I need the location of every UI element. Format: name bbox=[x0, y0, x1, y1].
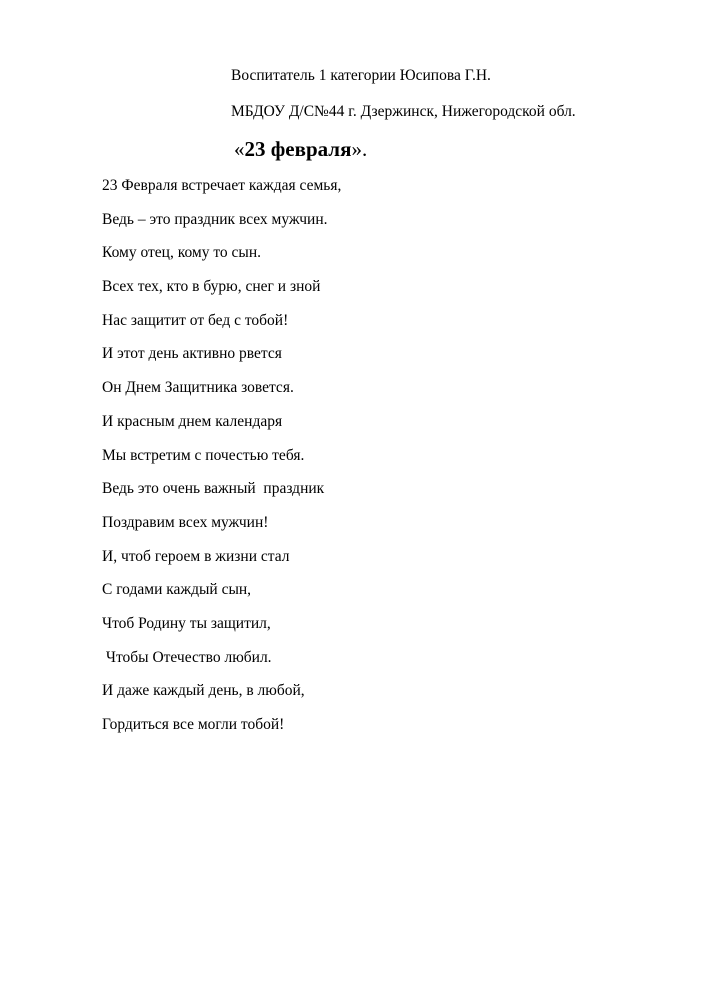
poem-line: Он Днем Защитника зовется. bbox=[102, 379, 294, 397]
poem-line: Всех тех, кто в бурю, снег и зной bbox=[102, 278, 321, 296]
poem-line: И даже каждый день, в любой, bbox=[102, 682, 305, 700]
poem-line: Гордиться все могли тобой! bbox=[102, 716, 285, 733]
poem-line: И красным днем календаря bbox=[102, 412, 283, 430]
poem-line: Поздравим всех мужчин! bbox=[102, 513, 269, 531]
poem-line: И, чтоб героем в жизни стал bbox=[102, 547, 290, 565]
poem-line: Нас защитит от бед с тобой! bbox=[102, 311, 289, 329]
poem-line: Мы встретим с почестью тебя. bbox=[102, 446, 305, 464]
poem-body bbox=[102, 177, 341, 750]
poem-title bbox=[234, 136, 367, 162]
poem-line: Чтобы Отечество любил. bbox=[102, 648, 272, 666]
title-open-quote: « bbox=[234, 137, 245, 161]
poem-line: Кому отец, кому то сын. bbox=[102, 244, 261, 262]
title-text: 23 февраля bbox=[244, 137, 352, 161]
poem-line: 23 Февраля встречает каждая семья, bbox=[102, 177, 342, 194]
poem-line: Чтоб Родину ты защитил, bbox=[102, 614, 271, 632]
author-line: Воспитатель 1 категории Юсипова Г.Н. bbox=[231, 67, 491, 84]
institution-line: МБДОУ Д/С№44 г. Дзержинск, Нижегородской обл. bbox=[231, 103, 576, 120]
poem-line: Ведь это очень важный праздник bbox=[102, 480, 325, 498]
poem-line: И этот день активно рвется bbox=[102, 345, 282, 363]
poem-line: С годами каждый сын, bbox=[102, 581, 252, 599]
title-close-quote: ». bbox=[351, 137, 368, 161]
poem-line: Ведь – это праздник всех мужчин. bbox=[102, 210, 328, 228]
